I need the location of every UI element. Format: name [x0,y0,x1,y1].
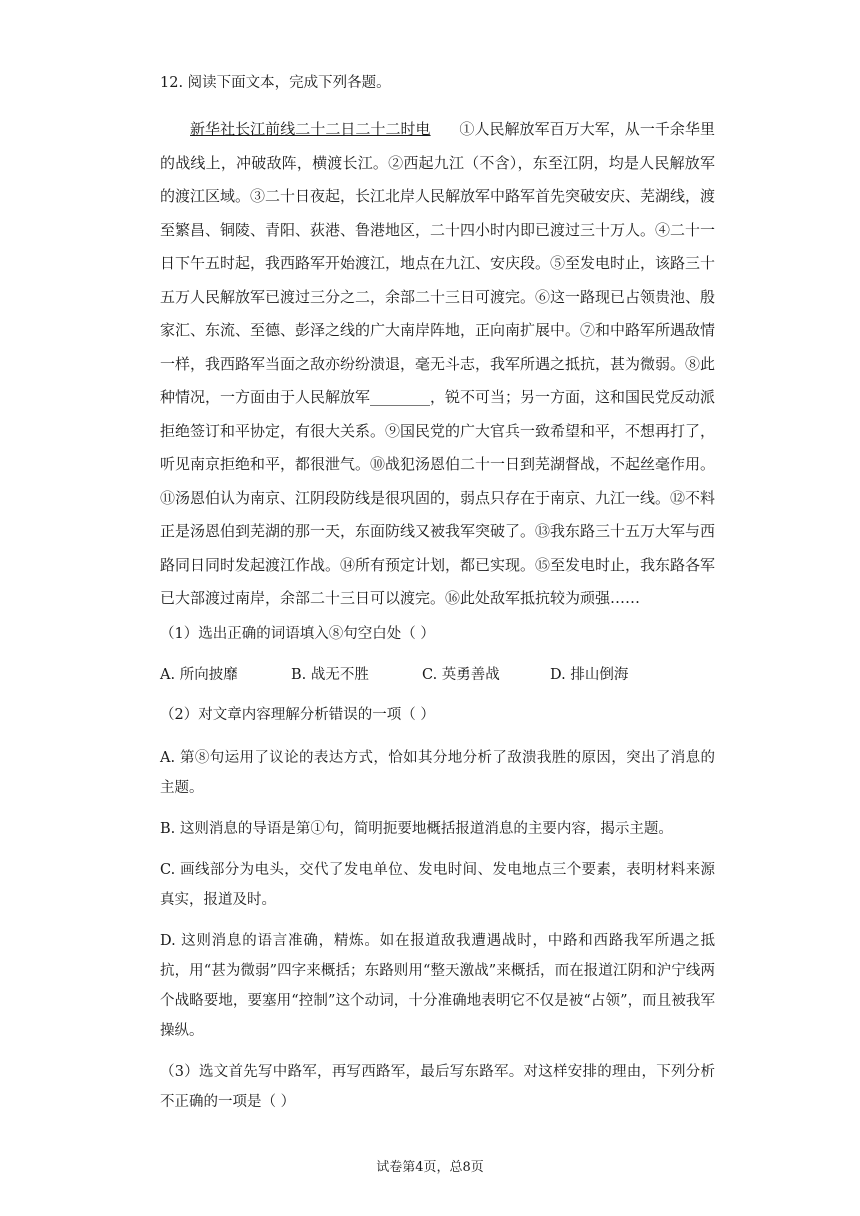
sub-question-2-option-c: C. 画线部分为电头，交代了发电单位、发电时间、发电地点三个要素，表明材料来源真实，报道及时。 [160,861,715,908]
sub-question-2-option-d: D. 这则消息的语言准确，精炼。如在报道敌我遭遇战时，中路和西路我军所遇之抵抗，用“甚为微弱”四字来概括；东路则用“整天激战”来概括，而在报道江阴和沪宁线两个战略要地，要塞用“控制”这个动词，十分准确地表明它不仅是被“占领”，而且被我军操纵。 [160,932,715,1039]
option-b: B. 战无不胜 [291,666,369,683]
page-footer: 试卷第4页，总8页 [376,1160,484,1175]
exam-page [160,70,715,1128]
option-c: C. 英勇善战 [422,666,500,683]
sub-question-3-prompt: （3）选文首先写中路军，再写西路军，最后写东路军。对这样安排的理由，下列分析不正确的一项是（ ） [160,1063,715,1110]
sub-question-2-prompt: （2）对文章内容理解分析错误的一项（ ） [160,706,435,723]
headline-gap [431,120,460,138]
question-title: 12. 阅读下面文本，完成下列各题。 [160,75,391,91]
sub-question-2-option-a: A. 第⑧句运用了议论的表达方式，恰如其分地分析了敌溃我胜的原因，突出了消息的主题。 [160,749,715,796]
news-headline: 新华社长江前线二十二日二十二时电 [190,120,431,138]
sub-question-2-option-b: B. 这则消息的导语是第①句，简明扼要地概括报道消息的主要内容，揭示主题。 [160,820,673,837]
news-passage [160,113,715,616]
news-body: ①人民解放军百万大军，从一千余华里的战线上，冲破敌阵，横渡长江。②西起九江（不含），东至江阴，均是人民解放军的渡江区域。③二十日夜起，长江北岸人民解放军中路军首先突破安庆、芜湖线，渡至繁昌、铜陵、青阳、荻港、鲁港地区，二十四小时内即已渡过三十万人。④二十一日下午五时起，我西路军开始渡江，地点在九江、安庆段。⑤至发电时止，该路三十五万人民解放军已渡过三分之二，余部二十三日可渡完。⑥这一路现已占领贵池、殷家汇、东流、至德、彭泽之线的广大南岸阵地，正向南扩展中。⑦和中路军所遇敌情一样，我西路军当面之敌亦纷纷溃退，毫无斗志，我军所遇之抵抗，甚为微弱。⑧此种情况，一方面由于人民解放军________，锐不可当；另一方面，这和国民党反动派拒绝签订和平协定，有很大关系。⑨国民党的广大官兵一致希望和平，不想再打了，听见南京拒绝和平，都很泄气。⑩战犯汤恩伯二十一日到芜湖督战，不起丝毫作用。⑪汤恩伯认为南京、江阴段防线是很巩固的，弱点只存在于南京、九江一线。⑫不料正是汤恩伯到芜湖的那一天，东面防线又被我军突破了。⑬我东路三十五万大军与西路同日同时发起渡江作战。⑭所有预定计划，都已实现。⑮至发电时止，我东路各军已大部渡过南岸，余部二十三日可以渡完。⑯此处敌军抵抗较为顽强…… [160,120,716,607]
sub-question-1-options [160,662,715,688]
sub-question-1-prompt: （1）选出正确的词语填入⑧句空白处（ ） [160,625,435,642]
option-d: D. 排山倒海 [550,666,629,683]
option-a: A. 所向披靡 [160,666,238,683]
